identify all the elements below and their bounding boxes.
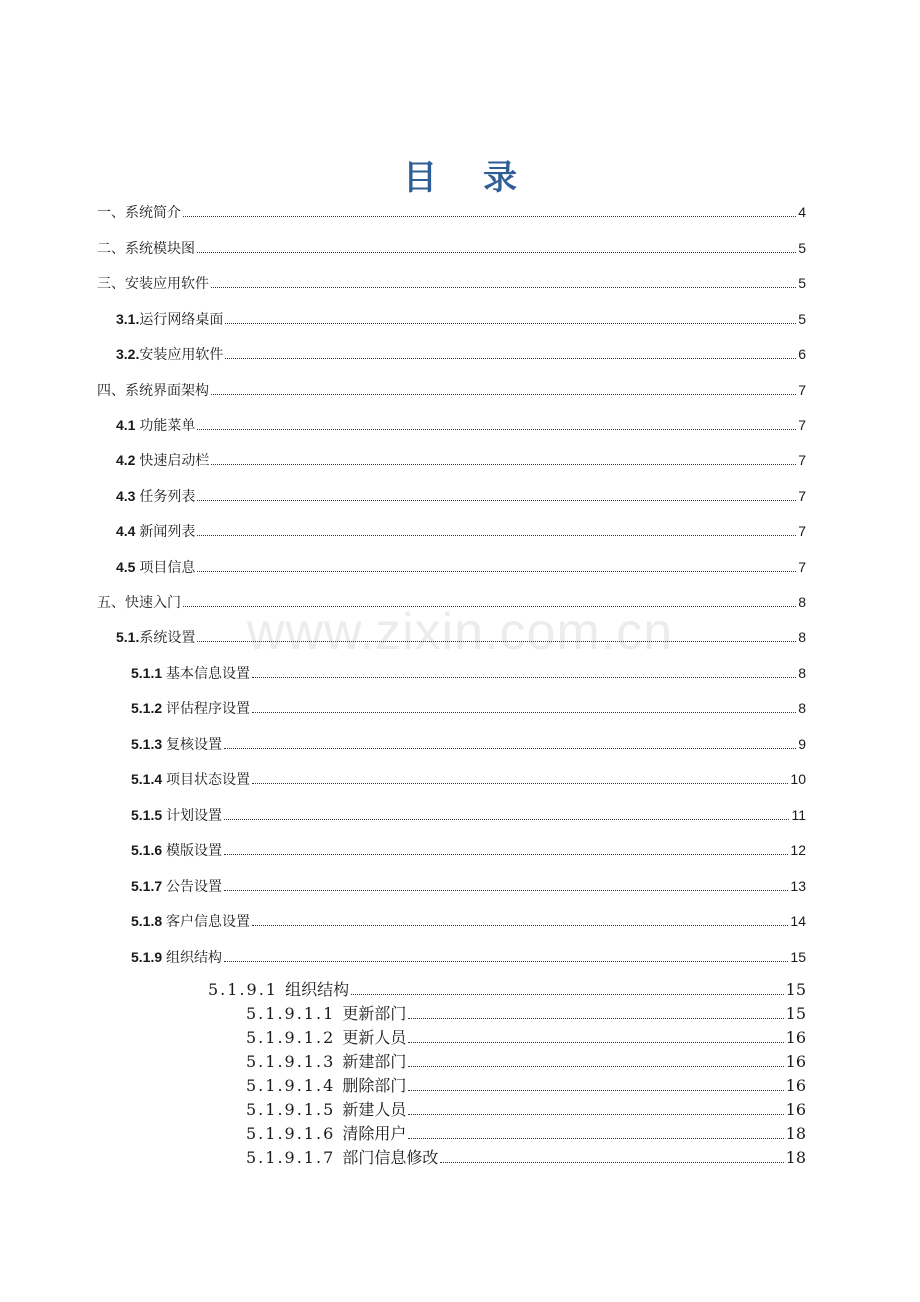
toc-dot-leader <box>440 1162 783 1163</box>
toc-entry[interactable] <box>97 381 806 399</box>
toc-page-number: 7 <box>798 559 806 575</box>
toc-page-number: 4 <box>798 204 806 220</box>
toc-entry-label <box>131 699 250 718</box>
toc-entry-number: 5.1. <box>116 629 140 645</box>
toc-entry-text: 项目信息 <box>139 560 196 576</box>
toc-entry-number: 5.1.9.1.5 <box>246 1100 343 1119</box>
toc-dot-leader <box>197 571 796 572</box>
toc-page-number: 8 <box>798 700 806 716</box>
toc-dot-leader <box>252 783 788 784</box>
toc-entry-text: 安装应用软件 <box>139 347 224 363</box>
toc-entry-text: 基本信息设置 <box>166 666 251 682</box>
toc-entry-number: 3.1. <box>116 311 140 327</box>
toc-entry-number: 5.1.8 <box>131 913 167 929</box>
toc-entry-text: 评估程序设置 <box>166 701 251 717</box>
toc-entry[interactable] <box>246 1028 806 1048</box>
toc-entry[interactable] <box>116 558 806 576</box>
toc-entry-text: 清除用户 <box>342 1124 407 1143</box>
toc-entry[interactable] <box>131 699 806 717</box>
toc-dot-leader <box>252 677 796 678</box>
toc-entry-label <box>97 240 195 258</box>
toc-entry-label <box>246 1052 406 1072</box>
toc-dot-leader <box>408 1138 783 1139</box>
title-char-1: 目 <box>403 158 437 198</box>
toc-entry-text: 组织结构 <box>166 950 223 966</box>
toc-entry[interactable] <box>131 948 806 966</box>
toc-entry[interactable] <box>246 1100 806 1120</box>
toc-dot-leader <box>408 1114 783 1115</box>
toc-dot-leader <box>211 394 796 395</box>
toc-page-number: 16 <box>785 1028 806 1047</box>
title-char-2: 录 <box>483 158 517 198</box>
toc-page-number: 7 <box>798 488 806 504</box>
toc-entry-label <box>131 770 250 789</box>
toc-page-number: 10 <box>790 771 806 787</box>
toc-entry-number: 5.1.9.1.4 <box>246 1076 343 1095</box>
toc-dot-leader <box>408 1042 783 1043</box>
toc-dot-leader <box>408 1066 783 1067</box>
toc-entry[interactable] <box>246 1076 806 1096</box>
toc-entry-text: 更新人员 <box>342 1028 407 1047</box>
toc-page-number: 8 <box>798 629 806 645</box>
toc-page-number: 5 <box>798 240 806 256</box>
toc-entry-number: 3.2. <box>116 346 140 362</box>
toc-entry-number: 4.4 <box>116 523 140 539</box>
toc-entry-text: 三、安装应用软件 <box>97 276 209 292</box>
toc-entry-number: 5.1.9.1.1 <box>246 1004 343 1023</box>
toc-entry[interactable] <box>116 416 806 434</box>
toc-entry-text: 一、系统简介 <box>97 205 181 221</box>
toc-dot-leader <box>197 641 796 642</box>
toc-entry-label <box>116 416 195 435</box>
toc-dot-leader <box>225 358 796 359</box>
toc-entry-text: 删除部门 <box>342 1076 407 1095</box>
watermark: www.zixin.com.cn <box>246 603 674 661</box>
toc-entry-number: 5.1.6 <box>131 842 167 858</box>
toc-entry-label <box>246 1076 406 1096</box>
toc-page-number: 12 <box>790 842 806 858</box>
toc-dot-leader <box>211 464 796 465</box>
toc-entry[interactable] <box>97 203 806 221</box>
toc-entry-label <box>246 1124 406 1144</box>
toc-entry-label <box>116 558 195 577</box>
toc-page-number: 16 <box>785 1100 806 1119</box>
toc-dot-leader <box>197 429 796 430</box>
toc-entry[interactable] <box>116 451 806 469</box>
toc-dot-leader <box>225 323 796 324</box>
toc-entry[interactable] <box>116 628 806 646</box>
toc-entry[interactable] <box>246 1148 806 1168</box>
toc-page-number: 18 <box>785 1148 806 1167</box>
toc-dot-leader <box>351 994 784 995</box>
toc-entry-label <box>131 735 222 754</box>
toc-page-number: 7 <box>798 417 806 433</box>
toc-entry-text: 新建部门 <box>342 1052 407 1071</box>
toc-entry[interactable] <box>131 841 806 859</box>
toc-page-number: 11 <box>791 807 806 823</box>
toc-entry-number: 5.1.7 <box>131 878 167 894</box>
toc-entry-number: 5.1.5 <box>131 807 167 823</box>
toc-entry-text: 组织结构 <box>285 980 350 999</box>
toc-entry-text: 项目状态设置 <box>166 772 251 788</box>
toc-entry[interactable] <box>116 522 806 540</box>
toc-page-number: 18 <box>785 1124 806 1143</box>
toc-entry-label <box>208 980 349 1000</box>
toc-entry-label <box>97 275 209 293</box>
toc-dot-leader <box>224 854 788 855</box>
toc-dot-leader <box>197 252 796 253</box>
toc-entry-label <box>246 1004 406 1024</box>
toc-entry[interactable] <box>246 1052 806 1072</box>
toc-page-number: 7 <box>798 452 806 468</box>
toc-entry-text: 系统设置 <box>139 630 196 646</box>
toc-entry-text: 快速启动栏 <box>139 453 210 469</box>
toc-entry-label <box>116 310 223 329</box>
toc-entry-text: 复核设置 <box>166 737 223 753</box>
toc-entry-text: 客户信息设置 <box>166 914 251 930</box>
toc-dot-leader <box>408 1018 783 1019</box>
toc-entry[interactable] <box>131 664 806 682</box>
toc-entry-number: 5.1.9.1.3 <box>246 1052 343 1071</box>
toc-entry-number: 5.1.4 <box>131 771 167 787</box>
toc-dot-leader <box>211 287 796 288</box>
toc-entry[interactable] <box>97 274 806 292</box>
toc-entry-label <box>116 522 195 541</box>
toc-entry[interactable] <box>208 980 806 1000</box>
toc-page-number: 8 <box>798 594 806 610</box>
toc-page-number: 8 <box>798 665 806 681</box>
toc-entry-number: 5.1.9.1.2 <box>246 1028 343 1047</box>
toc-entry-text: 新闻列表 <box>139 524 196 540</box>
toc-entry-label <box>131 806 222 825</box>
toc-entry-label <box>246 1148 438 1168</box>
toc-dot-leader <box>252 712 796 713</box>
toc-entry-text: 部门信息修改 <box>342 1148 439 1167</box>
toc-entry-number: 4.5 <box>116 559 140 575</box>
toc-dot-leader <box>197 500 796 501</box>
toc-entry-label <box>116 451 209 470</box>
toc-entry-label <box>97 204 181 222</box>
toc-entry[interactable] <box>116 310 806 328</box>
toc-entry-label <box>246 1100 406 1120</box>
toc-entry-label <box>131 664 250 683</box>
toc-page-number: 7 <box>798 523 806 539</box>
toc-entry-label <box>131 877 222 896</box>
toc-entry-text: 更新部门 <box>342 1004 407 1023</box>
toc-page-number: 9 <box>798 736 806 752</box>
page-title <box>0 150 920 199</box>
toc-entry[interactable] <box>131 912 806 930</box>
toc-entry-label <box>116 487 195 506</box>
toc-entry-label <box>246 1028 406 1048</box>
toc-page-number: 15 <box>785 980 806 999</box>
toc-entry[interactable] <box>97 239 806 257</box>
toc-entry[interactable] <box>131 770 806 788</box>
toc-entry-text: 新建人员 <box>342 1100 407 1119</box>
toc-entry[interactable] <box>116 487 806 505</box>
toc-entry[interactable] <box>97 593 806 611</box>
toc-page-number: 14 <box>790 913 806 929</box>
toc-page-number: 5 <box>798 311 806 327</box>
toc-entry-text: 任务列表 <box>139 489 196 505</box>
toc-entry-label <box>97 594 181 612</box>
toc-entry[interactable] <box>246 1004 806 1024</box>
toc-page-number: 6 <box>798 346 806 362</box>
toc-page-number: 5 <box>798 275 806 291</box>
toc-entry[interactable] <box>131 735 806 753</box>
toc-entry-text: 五、快速入门 <box>97 595 181 611</box>
toc-entry-number: 4.1 <box>116 417 140 433</box>
toc-entry-label <box>116 345 223 364</box>
toc-dot-leader <box>408 1090 783 1091</box>
toc-page-number: 16 <box>785 1052 806 1071</box>
toc-entry[interactable] <box>116 345 806 363</box>
toc-entry-text: 公告设置 <box>166 879 223 895</box>
toc-entry-text: 模版设置 <box>166 843 223 859</box>
toc-entry-number: 5.1.3 <box>131 736 167 752</box>
toc-entry-text: 运行网络桌面 <box>139 312 224 328</box>
toc-dot-leader <box>252 925 788 926</box>
toc-dot-leader <box>197 535 796 536</box>
toc-dot-leader <box>183 606 796 607</box>
toc-entry-number: 5.1.9.1 <box>208 980 286 999</box>
toc-entry[interactable] <box>246 1124 806 1144</box>
toc-entry[interactable] <box>131 806 806 824</box>
toc-entry-text: 二、系统模块图 <box>97 241 195 257</box>
toc-page-number: 15 <box>785 1004 806 1023</box>
toc-page-number: 7 <box>798 382 806 398</box>
toc-entry-number: 5.1.9.1.6 <box>246 1124 343 1143</box>
toc-entry-label <box>131 948 222 967</box>
toc-page-number: 15 <box>790 949 806 965</box>
toc-entry-label <box>131 841 222 860</box>
toc-dot-leader <box>224 890 788 891</box>
toc-entry-label <box>131 912 250 931</box>
toc-dot-leader <box>224 961 788 962</box>
toc-dot-leader <box>224 748 796 749</box>
toc-entry-label <box>97 382 209 400</box>
toc-page-number: 13 <box>790 878 806 894</box>
toc-entry-number: 4.2 <box>116 452 140 468</box>
toc-entry-text: 功能菜单 <box>139 418 196 434</box>
toc-entry[interactable] <box>131 877 806 895</box>
toc-entry-number: 5.1.1 <box>131 665 167 681</box>
toc-entry-text: 四、系统界面架构 <box>97 383 209 399</box>
toc-entry-number: 5.1.9.1.7 <box>246 1148 343 1167</box>
toc-page-number: 16 <box>785 1076 806 1095</box>
toc-entry-label <box>116 628 195 647</box>
toc-entry-number: 5.1.9 <box>131 949 167 965</box>
toc-dot-leader <box>224 819 789 820</box>
toc-entry-text: 计划设置 <box>166 808 223 824</box>
toc-entry-number: 5.1.2 <box>131 700 167 716</box>
toc-dot-leader <box>183 216 796 217</box>
toc-entry-number: 4.3 <box>116 488 140 504</box>
